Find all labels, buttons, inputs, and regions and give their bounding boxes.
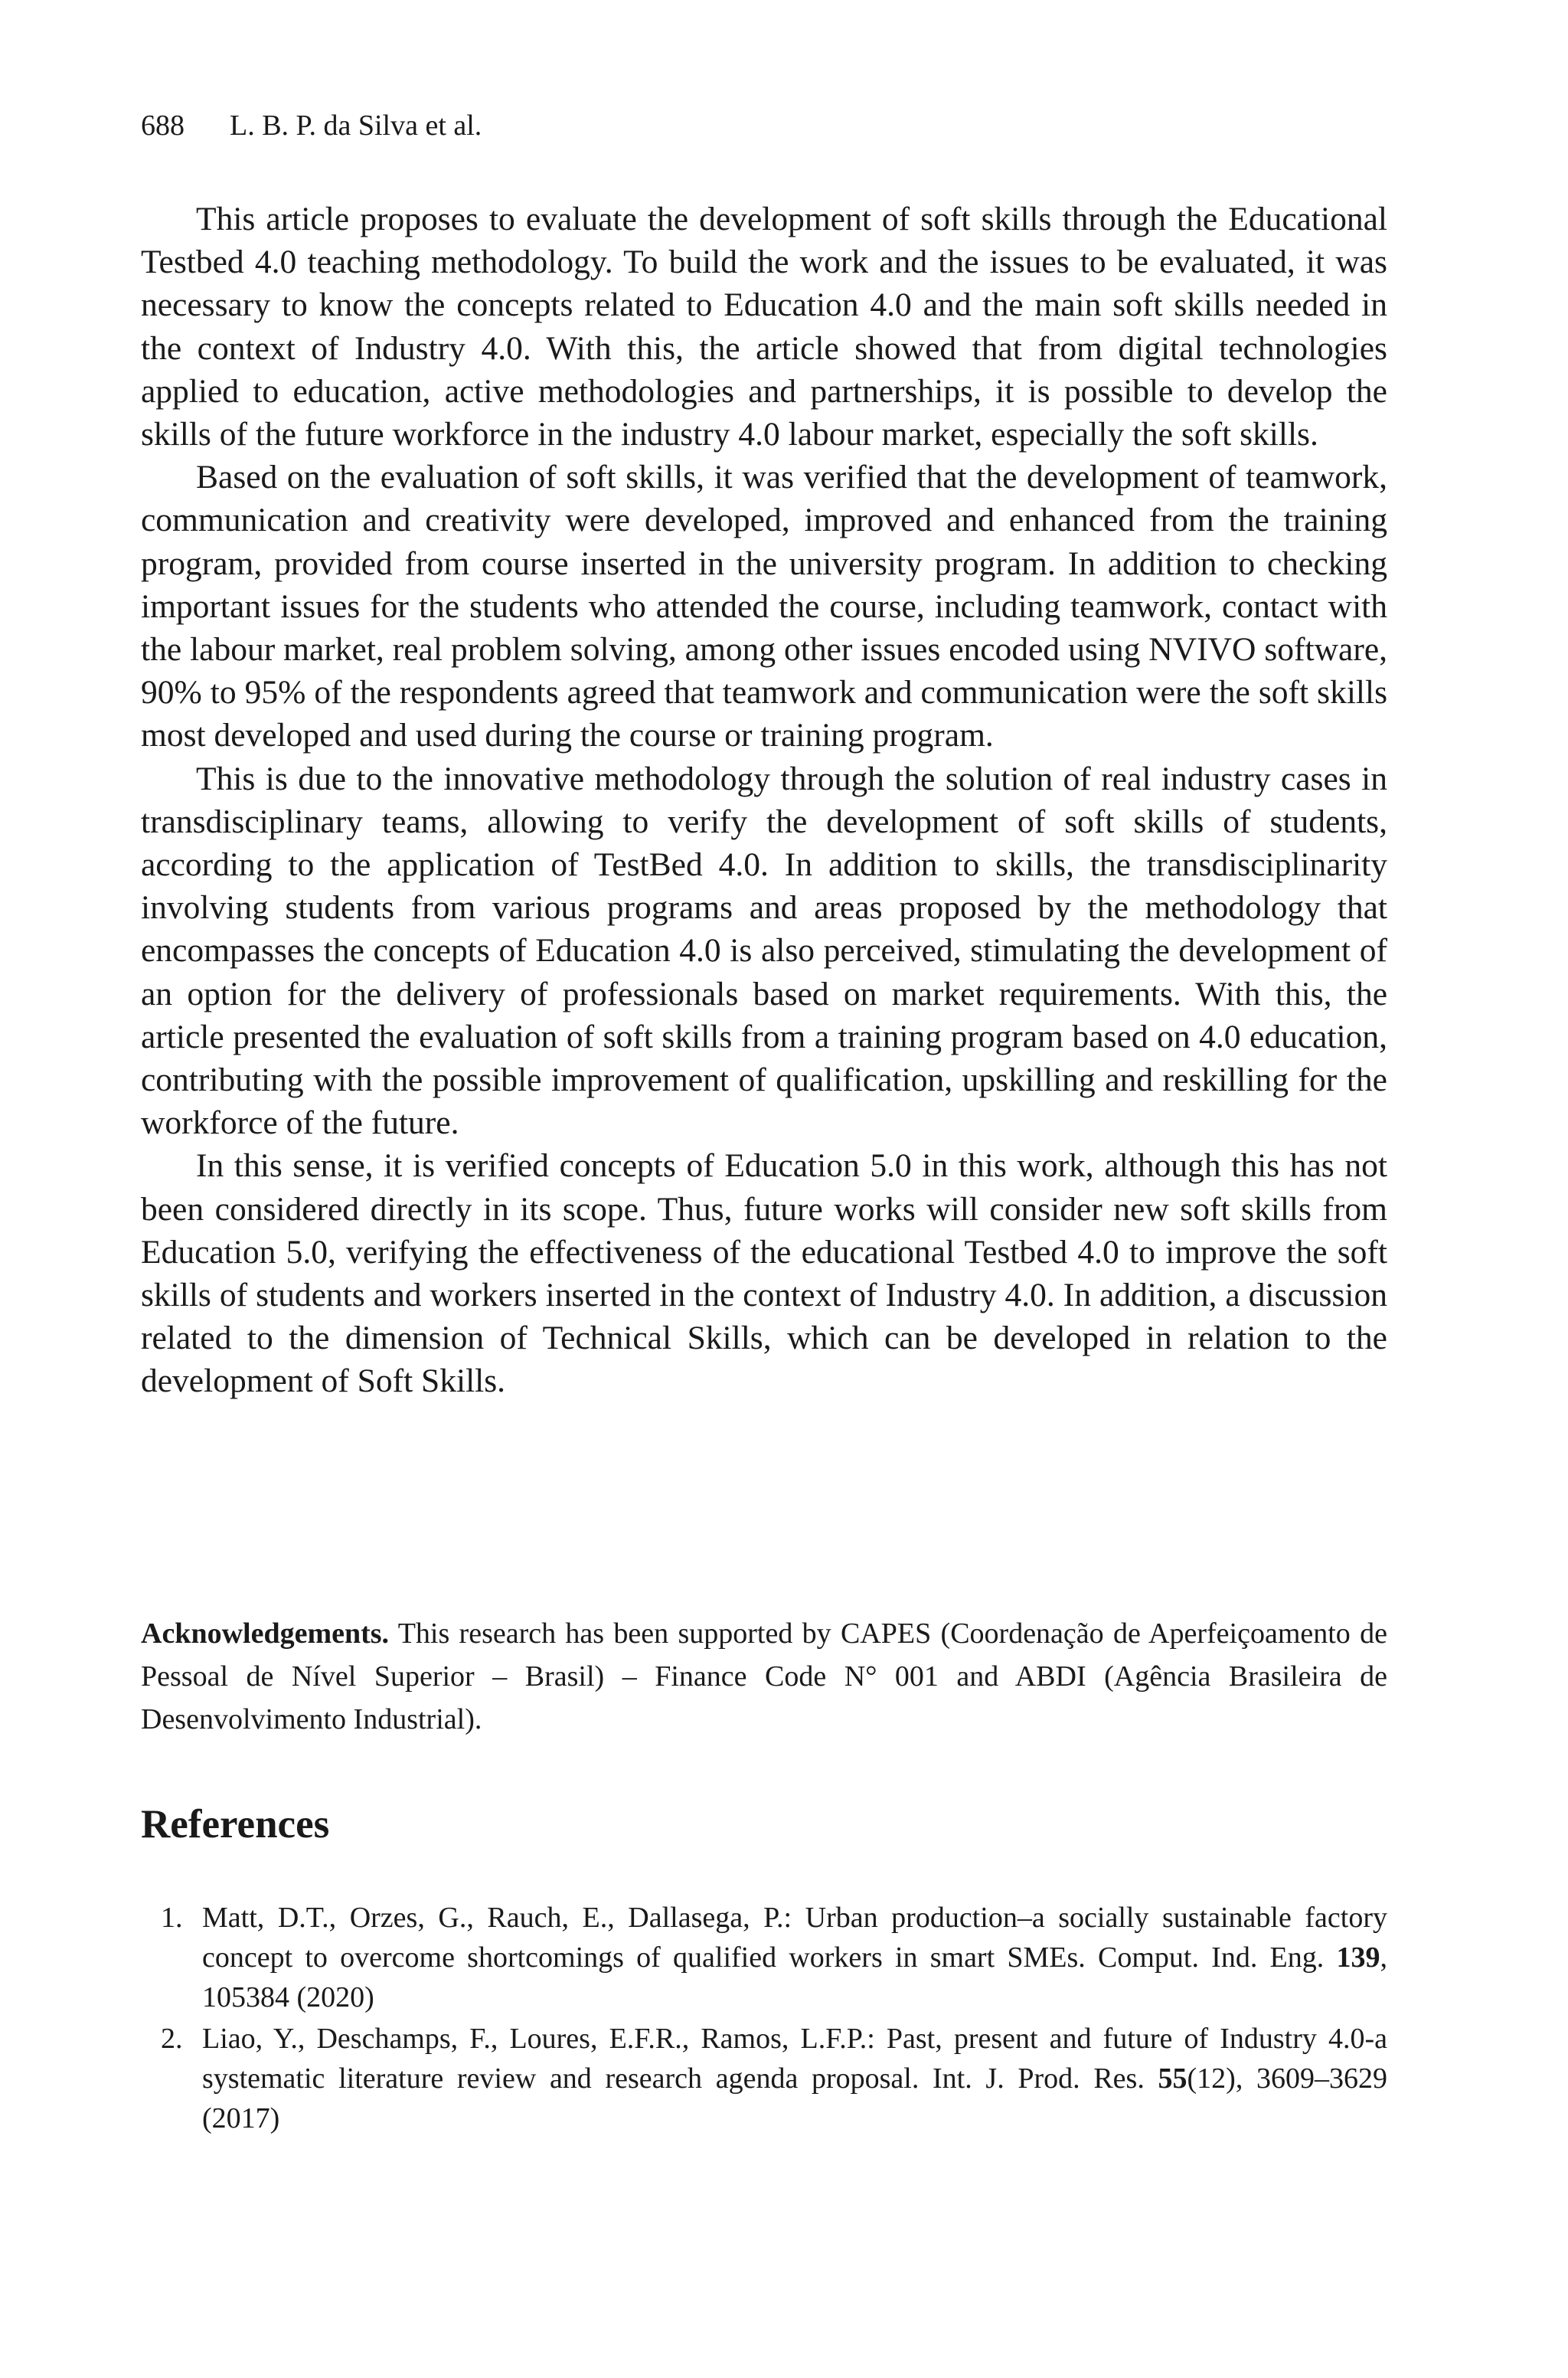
paragraph: Based on the evaluation of soft skills, it was verified that the development of teamwork, communication and creativity were developed, improved and enhanced from the training program, provided from course inserted in the university program. In addition to checking important issues for the students who attended the course, including teamwork, contact with the labour market, real problem solving, among other issues encoded using NVIVO software, 90% to 95% of the respondents agreed that teamwork and communication were the soft skills most developed and used during the course or training program. (141, 459, 1387, 754)
references-heading: References (141, 1802, 330, 1846)
paragraph: This article proposes to evaluate the development of soft skills through the Educational Testbed 4.0 teaching methodology. To build the work and the issues to be evaluated, it was necessary to know the concepts related to Education 4.0 and the main soft skills needed in the context of Industry 4.0. With this, the article showed that from digital technologies applied to education, active methodologies and partnerships, it is possible to develop the skills of the future workforce in the industry 4.0 labour market, especially the soft skills. (141, 201, 1387, 453)
reference-text: Matt, D.T., Orzes, G., Rauch, E., Dallasega, P.: Urban production–a socially sustainable factory concept to overcome shortcomings of qualified workers in smart SMEs. Comput. Ind. Eng. (202, 1902, 1387, 1974)
acknowledgements (141, 1612, 1387, 1741)
reference-item (141, 2019, 1387, 2138)
reference-item (141, 1898, 1387, 2017)
running-head (141, 107, 482, 144)
reference-volume: 55 (1158, 2062, 1187, 2095)
reference-number: 1. (161, 1902, 183, 1934)
reference-number: 2. (161, 2023, 183, 2055)
paragraph: This is due to the innovative methodology through the solution of real industry cases in transdisciplinary teams, allowing to verify the development of soft skills of students, according to the application of TestBed 4.0. In addition to skills, the transdisciplinarity involving students from various programs and areas proposed by the methodology that encompasses the concepts of Education 4.0 is also perceived, stimulating the development of an option for the delivery of professionals based on market requirements. With this, the article presented the evaluation of soft skills from a training program based on 4.0 education, contributing with the possible improvement of qualification, upskilling and reskilling for the workforce of the future. (141, 760, 1387, 1142)
reference-text: Liao, Y., Deschamps, F., Loures, E.F.R., Ramos, L.F.P.: Past, present and future of Industry 4.0-a systematic literature review and research agenda proposal. Int. J. Prod. Res. (202, 2023, 1387, 2095)
running-head-authors: L. B. P. da Silva et al. (230, 110, 482, 142)
acknowledgements-heading: Acknowledgements. (141, 1617, 390, 1650)
reference-text-tail: (12), 3609–3629 (2017) (202, 2062, 1387, 2134)
references-list (141, 1898, 1387, 2140)
acknowledgements-text: This research has been supported by CAPES (Coordenação de Aperfeiçoamento de Pessoal de Nível Superior – Brasil) – Finance Code N° 001 and ABDI (Agência Brasileira de Desenvolvimento Industrial). (141, 1617, 1387, 1735)
page-number: 688 (141, 110, 185, 142)
body-text (141, 198, 1387, 1403)
paragraph: In this sense, it is verified concepts of Education 5.0 in this work, although this has not been considered directly in its scope. Thus, future works will consider new soft skills from Education 5.0, verifying the effectiveness of the educational Testbed 4.0 to improve the soft skills of students and workers inserted in the context of Industry 4.0. In addition, a discussion related to the dimension of Technical Skills, which can be developed in relation to the development of Soft Skills. (141, 1147, 1387, 1400)
reference-text-tail: , 105384 (2020) (202, 1941, 1387, 2013)
reference-volume: 139 (1336, 1941, 1380, 1974)
